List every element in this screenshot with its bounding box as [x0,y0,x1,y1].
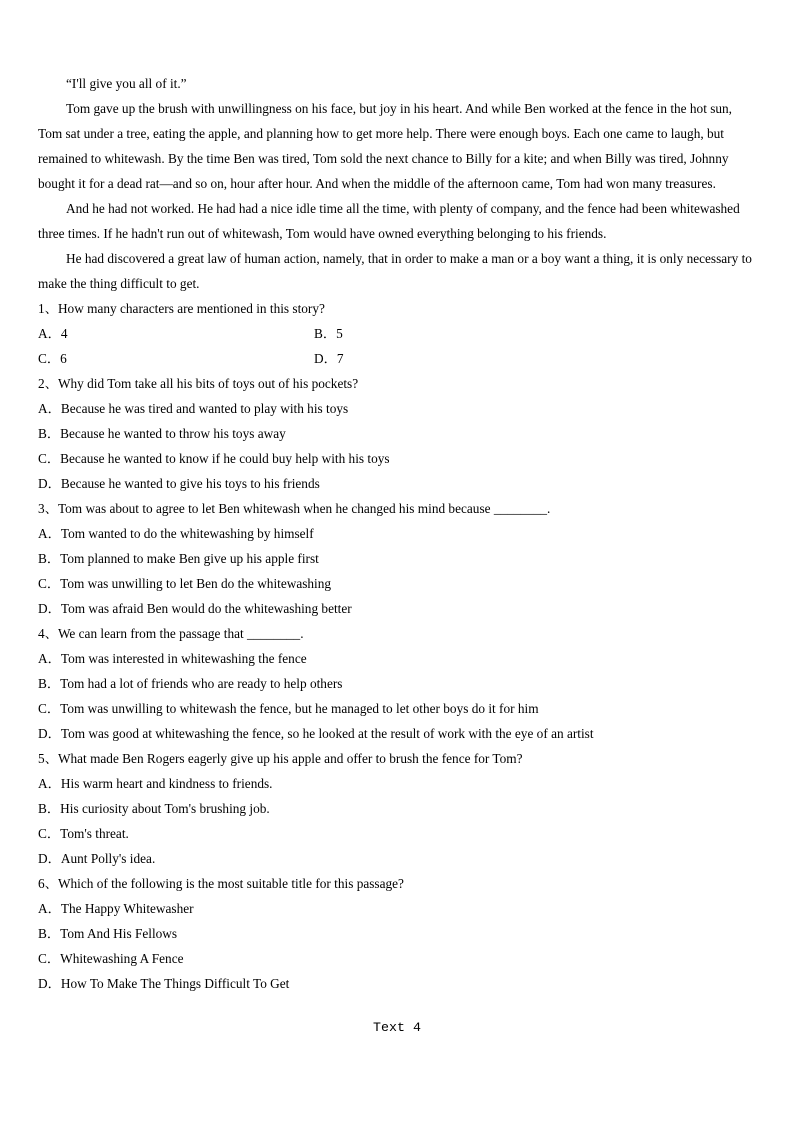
option-b: B．Tom planned to make Ben give up his apple first [38,551,319,566]
option-c: C．Because he wanted to know if he could buy help with his toys [38,451,390,466]
option-d: D．Tom was good at whitewashing the fence, so he looked at the result of work with the eye of an artist [38,726,594,741]
question-text: 4、We can learn from the passage that ________. [38,626,304,641]
option-d: D．How To Make The Things Difficult To Get [38,976,290,991]
option-a: A．Tom was interested in whitewashing the fence [38,651,307,666]
passage-paragraph: “I'll give you all of it.” [66,76,187,91]
question-3 [38,496,758,621]
option-b: B．Tom And His Fellows [38,926,178,941]
option-b: B．His curiosity about Tom's brushing job. [38,801,270,816]
option-d: D．7 [314,351,344,366]
passage-paragraph: Tom gave up the brush with unwillingness on his face, but joy in his heart. And while Ben worked at the fence in the hot sun, Tom sat under a tree, eating the apple, and planning how to get more help. There were enough boys. Each one came to laugh, but remained to whitewash. By the time Ben was tired, Tom sold the next chance to Billy for a kite; and when Billy was tired, Johnny bought it for a dead rat—and so on, hour after hour. And when the middle of the afternoon came, Tom had won many treasures. [38,101,733,191]
question-4 [38,621,758,746]
question-text: 5、What made Ben Rogers eagerly give up his apple and offer to brush the fence for Tom? [38,751,523,766]
option-c: C．Tom's threat. [38,826,129,841]
option-c: C．Tom was unwilling to let Ben do the whitewashing [38,576,332,591]
question-text: 3、Tom was about to agree to let Ben whitewash when he changed his mind because ________. [38,501,551,516]
option-a: A．Tom wanted to do the whitewashing by himself [38,526,314,541]
option-a: A．The Happy Whitewasher [38,901,194,916]
option-d: D．Tom was afraid Ben would do the whitewashing better [38,601,352,616]
question-1 [38,296,758,371]
question-text: 6、Which of the following is the most suitable title for this passage? [38,876,404,891]
question-text: 2、Why did Tom take all his bits of toys out of his pockets? [38,376,359,391]
option-b: B．Because he wanted to throw his toys away [38,426,286,441]
option-d: D．Aunt Polly's idea. [38,851,156,866]
option-b: B．Tom had a lot of friends who are ready to help others [38,676,343,691]
option-a: A．Because he was tired and wanted to play with his toys [38,401,349,416]
option-d: D．Because he wanted to give his toys to his friends [38,476,320,491]
document-body [38,71,758,996]
question-2 [38,371,758,496]
question-5 [38,746,758,871]
option-c: C．Tom was unwilling to whitewash the fence, but he managed to let other boys do it for him [38,701,539,716]
passage-paragraph: He had discovered a great law of human action, namely, that in order to make a man or a boy want a thing, it is only necessary to make the thing difficult to get. [38,251,752,291]
option-b: B．5 [314,326,343,341]
section-heading: Text 4 [373,1020,421,1035]
question-6 [38,871,758,996]
passage-paragraph: And he had not worked. He had had a nice idle time all the time, with plenty of company, and the fence had been whitewashed three times. If he hadn't run out of whitewash, Tom would have owned everything belonging to his friends. [38,201,740,241]
option-c: C．6 [38,351,67,366]
question-text: 1、How many characters are mentioned in this story? [38,301,325,316]
option-c: C．Whitewashing A Fence [38,951,184,966]
option-a: A．His warm heart and kindness to friends. [38,776,273,791]
option-a: A．4 [38,326,68,341]
